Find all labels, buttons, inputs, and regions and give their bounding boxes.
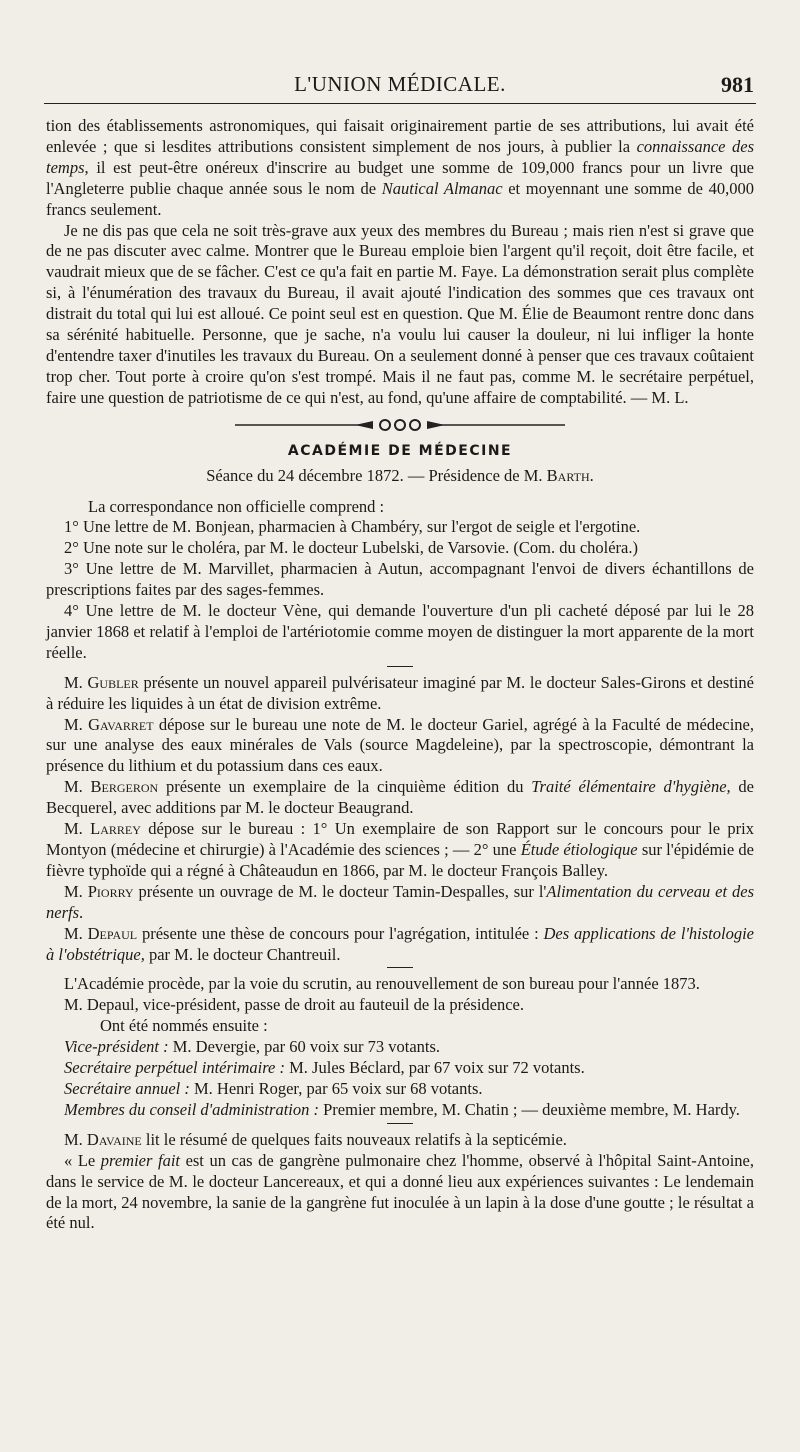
italic-title: Traité élémentaire d'hygiène,	[531, 777, 731, 797]
italic-title: Alimentation du cerveau et des nerfs	[46, 881, 754, 922]
italic-title: Étude étiologique	[520, 840, 638, 859]
text-run: sur l'épidémie de fièvre typhoïde qui a régné à Châteaudun en 1866, par M. le docteur François Balley.	[46, 840, 754, 880]
separator-dash	[387, 666, 413, 667]
separator-dash	[387, 967, 413, 968]
italic-title: connaissance des temps	[46, 136, 754, 177]
session-line	[46, 466, 754, 487]
italic-title: Des applications de l'histologie à l'obstétrique,	[46, 923, 755, 964]
text-run: dépose sur le bureau une note de M. le docteur Gariel, agrégé à la Faculté de médecine, sur une analyse des eaux minérales de Vals (source Magdeleine), par la spectroscopie, démontrant la présence du lithium et du potassium dans ces eaux.	[46, 714, 755, 776]
presentation-paragraph: M. Gubler présente un nouvel appareil pulvérisateur imaginé par M. le docteur Sales-Girons et destiné à réduire les liquides à un état de division extrême.	[46, 672, 754, 713]
bleed-through-text	[430, 0, 800, 40]
text-run: tion des établissements astronomiques, qui faisait originairement partie de ses attributions, lui avait été enlevée ; que si lesdites attributions consistent simplement de nos jours, à publier la	[46, 116, 754, 156]
office-role: Secrétaire perpétuel intérimaire :	[64, 1058, 286, 1078]
presentation-paragraph: M. Bergeron présente un exemplaire de la cinquième édition du Traité élémentaire d'hygiène, de Becquerel, avec additions par M. le docteur Beaugrand.	[46, 777, 755, 818]
text-run: de Becquerel, avec additions par M. le docteur Beaugrand.	[46, 777, 755, 818]
text-run: présente une thèse de concours pour l'agrégation, intitulée :	[137, 923, 544, 943]
election-result	[46, 1058, 754, 1079]
text-run: M. Jules Béclard, par 67 voix sur 72 votants.	[285, 1058, 585, 1078]
member-name: Depaul	[87, 923, 138, 943]
text-run: Premier membre, M. Chatin ; — deuxième membre, M. Hardy.	[318, 1099, 740, 1119]
separator-dash	[387, 1123, 413, 1124]
italic-phrase: premier fait	[100, 1150, 180, 1170]
election-result	[46, 1037, 754, 1058]
president-name: Barth	[546, 465, 590, 485]
member-name: Larrey	[90, 819, 141, 839]
correspondence-item: 3° Une lettre de M. Marvillet, pharmacien à Autun, accompagnant l'envoi de divers échantillons de prescriptions faites par des sages-femmes.	[46, 559, 754, 600]
text-run: par M. le docteur Chantreuil.	[144, 944, 341, 964]
header-rule	[44, 103, 756, 104]
office-role: Membres du conseil d'administration :	[64, 1099, 319, 1119]
member-name: Piorry	[87, 881, 134, 901]
text-run: présente un exemplaire de la cinquième édition du	[158, 777, 532, 797]
ornament-rule-icon	[235, 415, 565, 435]
election-paragraph: L'Académie procède, par la voie du scrutin, au renouvellement de son bureau pour l'année 1873.	[64, 974, 700, 994]
davaine-paragraph: M. Davaine lit le résumé de quelques faits nouveaux relatifs à la septicémie.	[64, 1129, 567, 1149]
text-run: est un cas de gangrène pulmonaire chez l'homme, observé à l'hôpital Saint-Antoine, dans le service de M. le docteur Lancereaux, et qui a donné lieu aux expériences suivantes : Le lendemain de la mort, 24 novembre, la sanie de la gangrène fut inoculée à un lapin à la dose d'une goutte ; le résultat a été nul.	[46, 1150, 754, 1233]
correspondence-item: 2° Une note sur le choléra, par M. le docteur Lubelski, de Varsovie. (Com. du choléra.)	[64, 538, 638, 558]
text-run: lit le résumé de quelques faits nouveaux relatifs à la septicémie.	[141, 1129, 567, 1149]
member-name: Bergeron	[90, 777, 159, 797]
davaine-quote	[46, 1151, 754, 1235]
election-paragraph: Ont été nommés ensuite :	[100, 1016, 268, 1036]
correspondence-intro: La correspondance non officielle comprend :	[88, 496, 385, 516]
running-header	[46, 66, 754, 102]
section-title: ACADÉMIE DE MÉDECINE	[287, 442, 513, 459]
correspondence-item: 4° Une lettre de M. le docteur Vène, qui demande l'ouverture d'un pli cacheté déposé par lui le 28 janvier 1868 et relatif à l'emploi de l'artériotomie comme moyen de distinguer la mort apparente de la mort réelle.	[46, 601, 754, 662]
text-run: « Le	[64, 1150, 101, 1170]
text-run: .	[79, 902, 84, 922]
text-run: M. Devergie, par 60 voix sur 73 votants.	[168, 1037, 441, 1057]
text-run: et moyennant une somme de 40,000 francs seulement.	[46, 178, 754, 219]
member-name: Gubler	[87, 672, 139, 692]
presentation-paragraph: M. Piorry présente un ouvrage de M. le docteur Tamin-Despalles, sur l'Alimentation du cerveau et des nerfs.	[46, 881, 754, 922]
election-result	[46, 1079, 754, 1100]
page-number: 981	[721, 72, 754, 97]
member-name: Gavarret	[88, 714, 154, 734]
election-result	[46, 1100, 754, 1121]
section-ornament	[46, 415, 754, 437]
presentation-paragraph: M. Depaul présente une thèse de concours pour l'agrégation, intitulée : Des applications de l'histologie à l'obstétrique, par M. le docteur Chantreuil.	[46, 923, 755, 964]
election-paragraph: M. Depaul, vice-président, passe de droit au fauteuil de la présidence.	[64, 995, 524, 1015]
office-role: Secrétaire annuel :	[64, 1078, 190, 1098]
text-run: .	[589, 465, 594, 485]
presentation-paragraph: M. Larrey dépose sur le bureau : 1° Un exemplaire de son Rapport sur le concours pour le prix Montyon (médecine et chirurgie) à l'Académie des sciences ; — 2° une Étude étiologique sur l'épidémie de fièvre typhoïde qui a régné à Châteaudun en 1866, par M. le docteur François Balley.	[46, 819, 754, 880]
text-run: M. Henri Roger, par 65 voix sur 68 votants.	[189, 1078, 483, 1098]
text-run: Séance du 24 décembre 1872. — Présidence de M.	[206, 465, 547, 485]
intro-paragraph-1	[46, 116, 754, 221]
correspondence-item: 1° Une lettre de M. Bonjean, pharmacien à Chambéry, sur l'ergot de seigle et l'ergotine.	[64, 517, 641, 537]
text-run: présente un ouvrage de M. le docteur Tamin-Despalles, sur l'	[133, 881, 547, 901]
text-run: présente un nouvel appareil pulvérisateur imaginé par M. le docteur Sales-Girons et destiné à réduire les liquides à un état de division extrême.	[46, 672, 754, 713]
journal-title: L'UNION MÉDICALE.	[294, 72, 506, 96]
intro-paragraph-2: Je ne dis pas que cela ne soit très-grave aux yeux des membres du Bureau ; mais rien n'est si grave que de ne pas discuter avec calme. Montrer que le Bureau emploie bien l'argent qu'il reçoit, doit être facile, et vaudrait mieux que de se fâcher. C'est ce qu'a fait en partie M. Faye. La démonstration serait plus complète si, à l'énumération des travaux du Bureau, il avait ajouté l'indication des sommes que ces travaux ont distrait du total qui lui est alloué. Ce point seul est en question. Que M. Élie de Beaumont rentre donc dans sa sérénité habituelle. Personne, que je sache, n'a voulu lui causer la douleur, ni lui infliger la honte d'entendre taxer d'inutiles les travaux du Bureau. On a seulement donné à penser que ces travaux coûtaient trop cher. Tout porte à croire qu'on s'est trompé. Mais il ne faut pas, comme M. le secrétaire perpétuel, faire une question de patriotisme de ce qui n'est, au fond, qu'une affaire de comptabilité. — M. L.	[46, 220, 754, 407]
presentation-paragraph: M. Gavarret dépose sur le bureau une note de M. le docteur Gariel, agrégé à la Faculté de médecine, sur une analyse des eaux minérales de Vals (source Magdeleine), par la spectroscopie, démontrant la présence du lithium et du potassium dans ces eaux.	[46, 714, 755, 776]
member-name: Davaine	[86, 1129, 142, 1149]
page-body	[46, 116, 754, 1234]
text-run: dépose sur le bureau : 1° Un exemplaire de son Rapport sur le concours pour le prix Montyon (médecine et chirurgie) à l'Académie des sciences ; — 2° une	[46, 819, 754, 859]
italic-title: Nautical Almanac	[381, 178, 503, 198]
text-run: , il est peut-être onéreux d'inscrire au budget une somme de 109,000 francs pour un livre que l'Angleterre publie chaque année sous le nom de	[46, 157, 754, 198]
office-role: Vice-président :	[64, 1037, 169, 1057]
